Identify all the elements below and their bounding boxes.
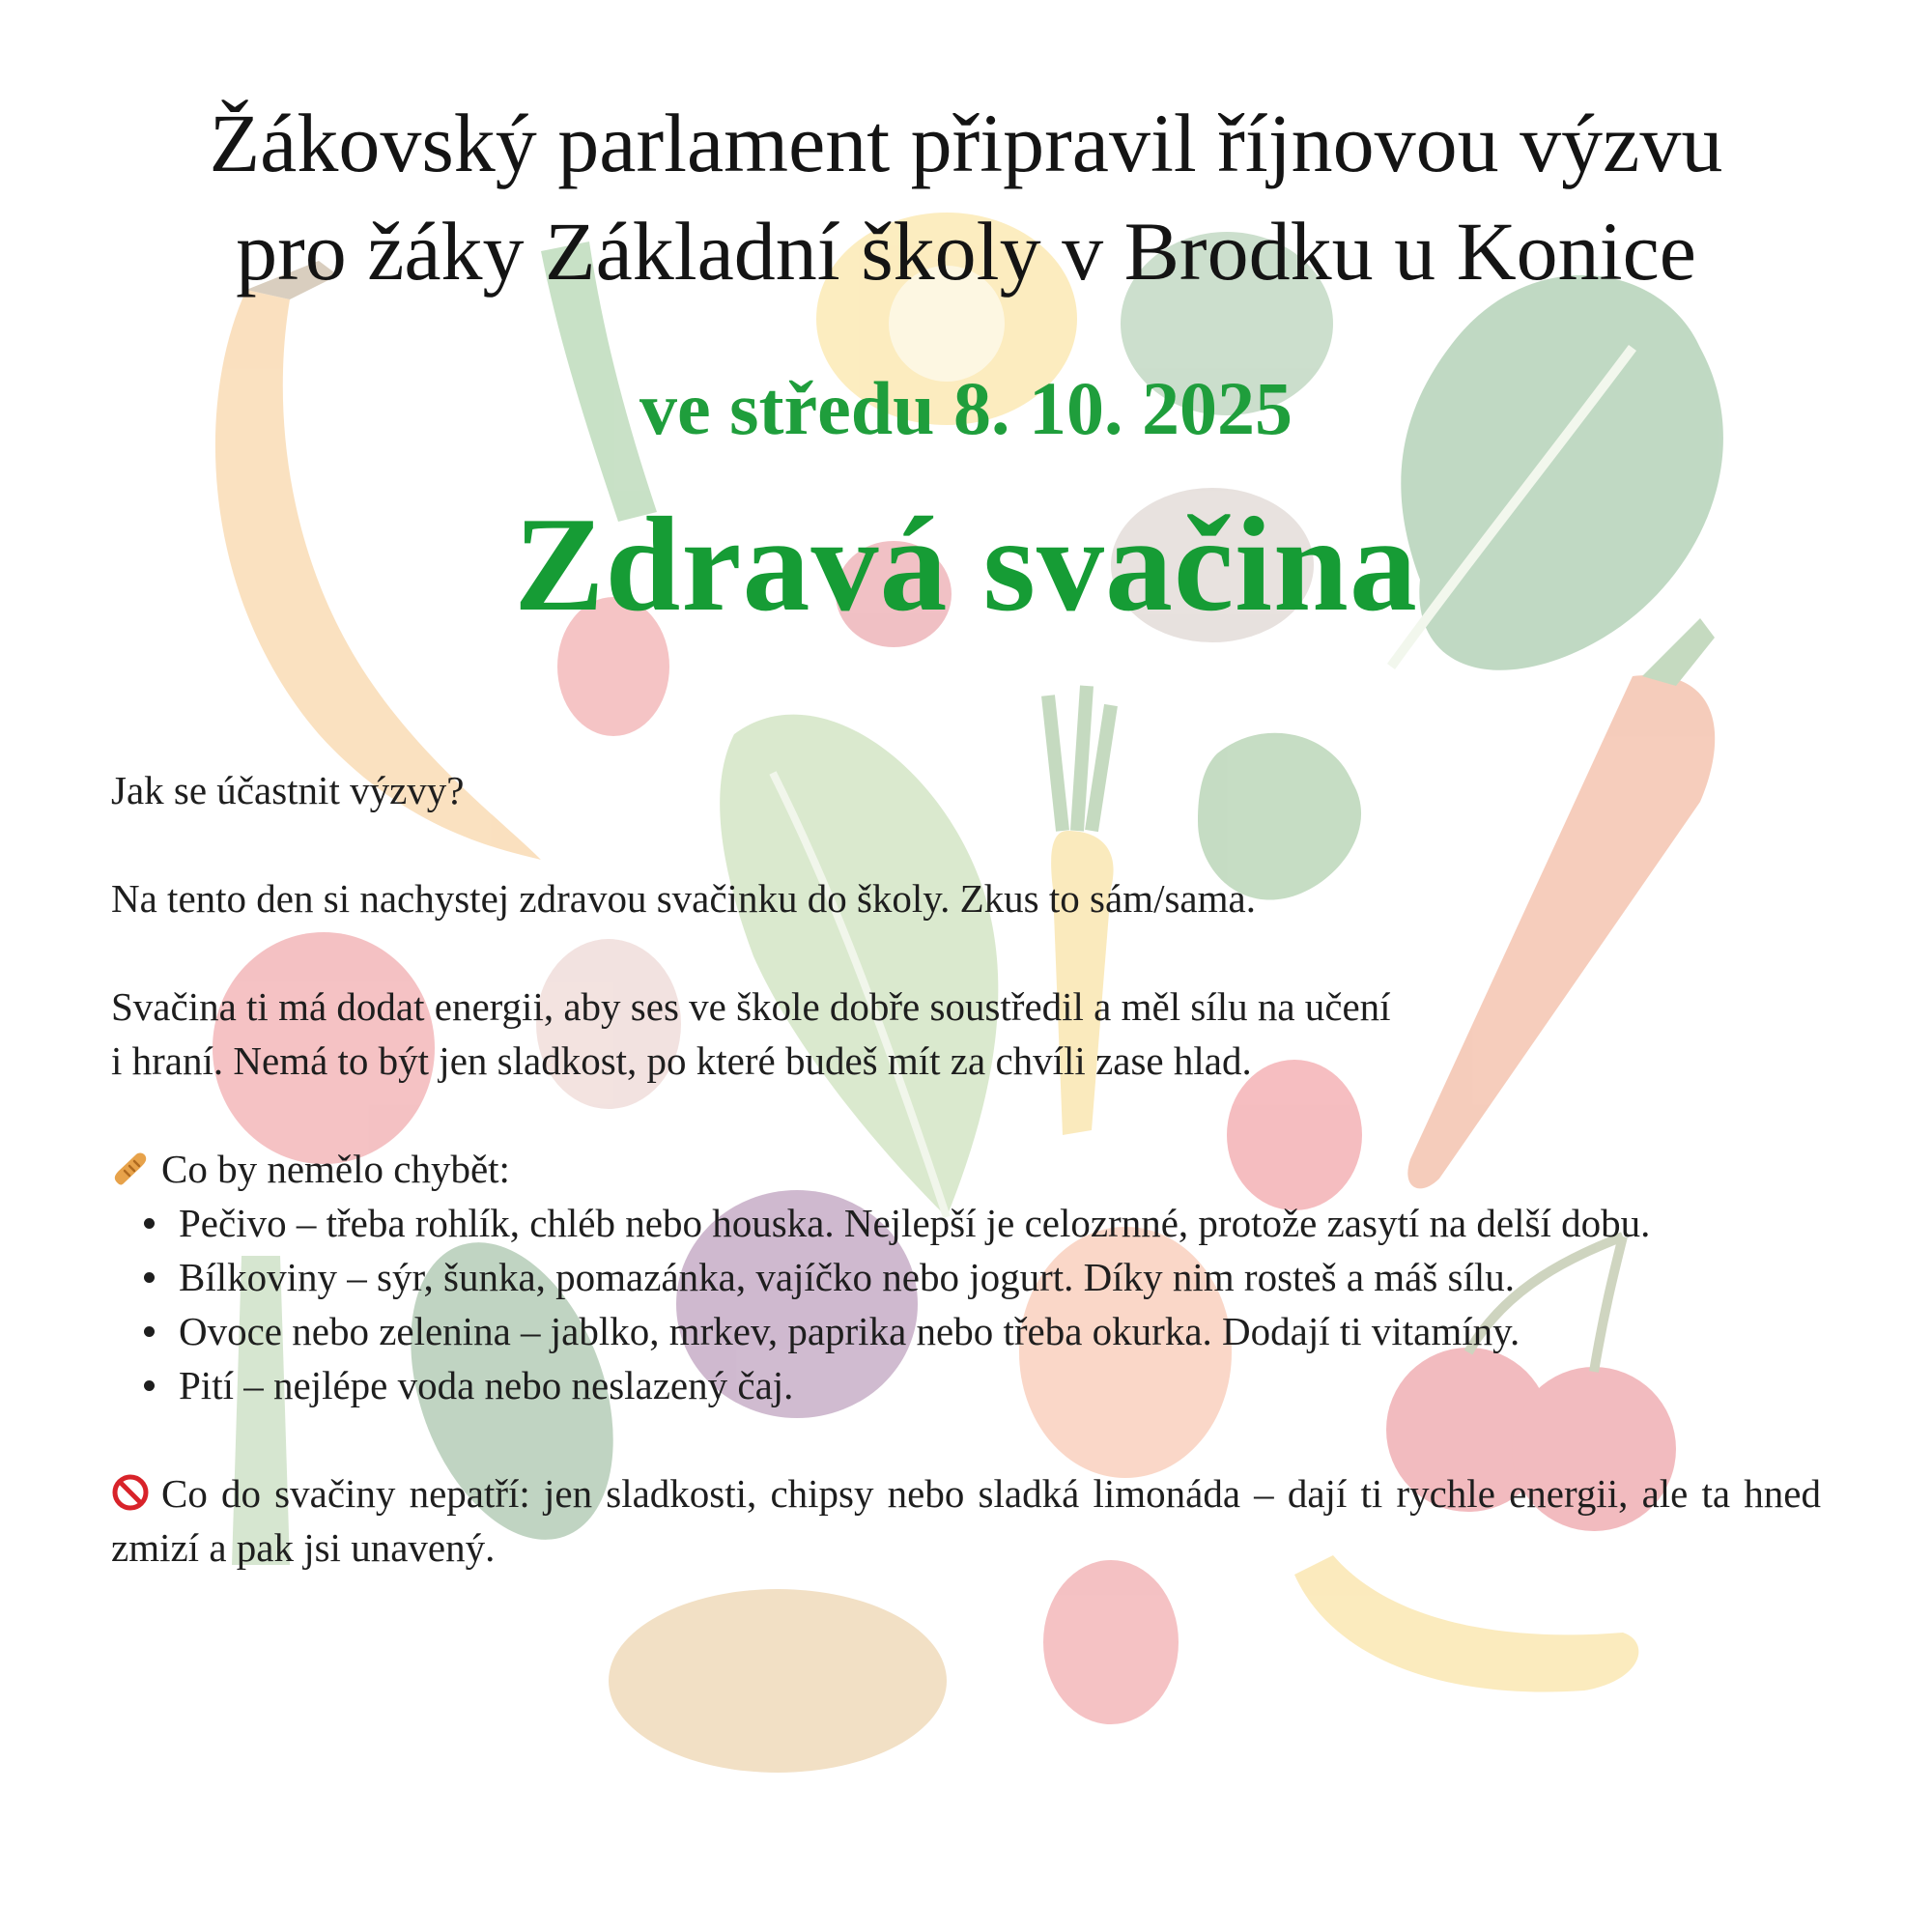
- should-have-heading: [111, 1142, 1821, 1196]
- baguette-icon: [111, 1150, 150, 1188]
- energy-paragraph: [111, 980, 1821, 1088]
- list-item: Ovoce nebo zelenina – jablko, mrkev, paprika nebo třeba okurka. Dodají ti vitamíny.: [179, 1304, 1821, 1358]
- list-item: Bílkoviny – sýr, šunka, pomazánka, vajíčko nebo jogurt. Díky nim rosteš a máš sílu.: [179, 1250, 1821, 1304]
- prohibited-icon: [111, 1473, 150, 1512]
- not-allowed-text: Co do svačiny nepatří: jen sladkosti, chipsy nebo sladká limonáda – dají ti rychle energii, ale ta hned zmizí a pak jsi unavený.: [111, 1471, 1821, 1570]
- list-item: Pití – nejlépe voda nebo neslazený čaj.: [179, 1358, 1821, 1412]
- body-text: [111, 763, 1821, 1575]
- should-have-label: Co by nemělo chybět:: [161, 1147, 510, 1191]
- question-text: Jak se účastnit výzvy?: [111, 768, 465, 812]
- energy-line-2: i hraní. Nemá to být jen sladkost, po které budeš mít za chvíli zase hlad.: [111, 1038, 1252, 1083]
- heading-line-2: pro žáky Základní školy v Brodku u Konice: [236, 205, 1696, 298]
- poster-heading: [0, 89, 1932, 305]
- event-title: Zdravá svačina: [514, 490, 1418, 639]
- intro-text: Na tento den si nachystej zdravou svačinku do školy. Zkus to sám/sama.: [111, 876, 1256, 921]
- list-item: Pečivo – třeba rohlík, chléb nebo houska. Nejlepší je celozrnné, protože zasytí na delší dobu.: [179, 1196, 1821, 1250]
- not-allowed-paragraph: [111, 1466, 1821, 1575]
- energy-line-1: Svačina ti má dodat energii, aby ses ve škole dobře soustředil a měl sílu na učení: [111, 984, 1391, 1029]
- event-date: ve středu 8. 10. 2025: [639, 366, 1293, 450]
- should-have-list: [111, 1196, 1821, 1412]
- heading-line-1: Žákovský parlament připravil říjnovou výzvu: [209, 97, 1723, 189]
